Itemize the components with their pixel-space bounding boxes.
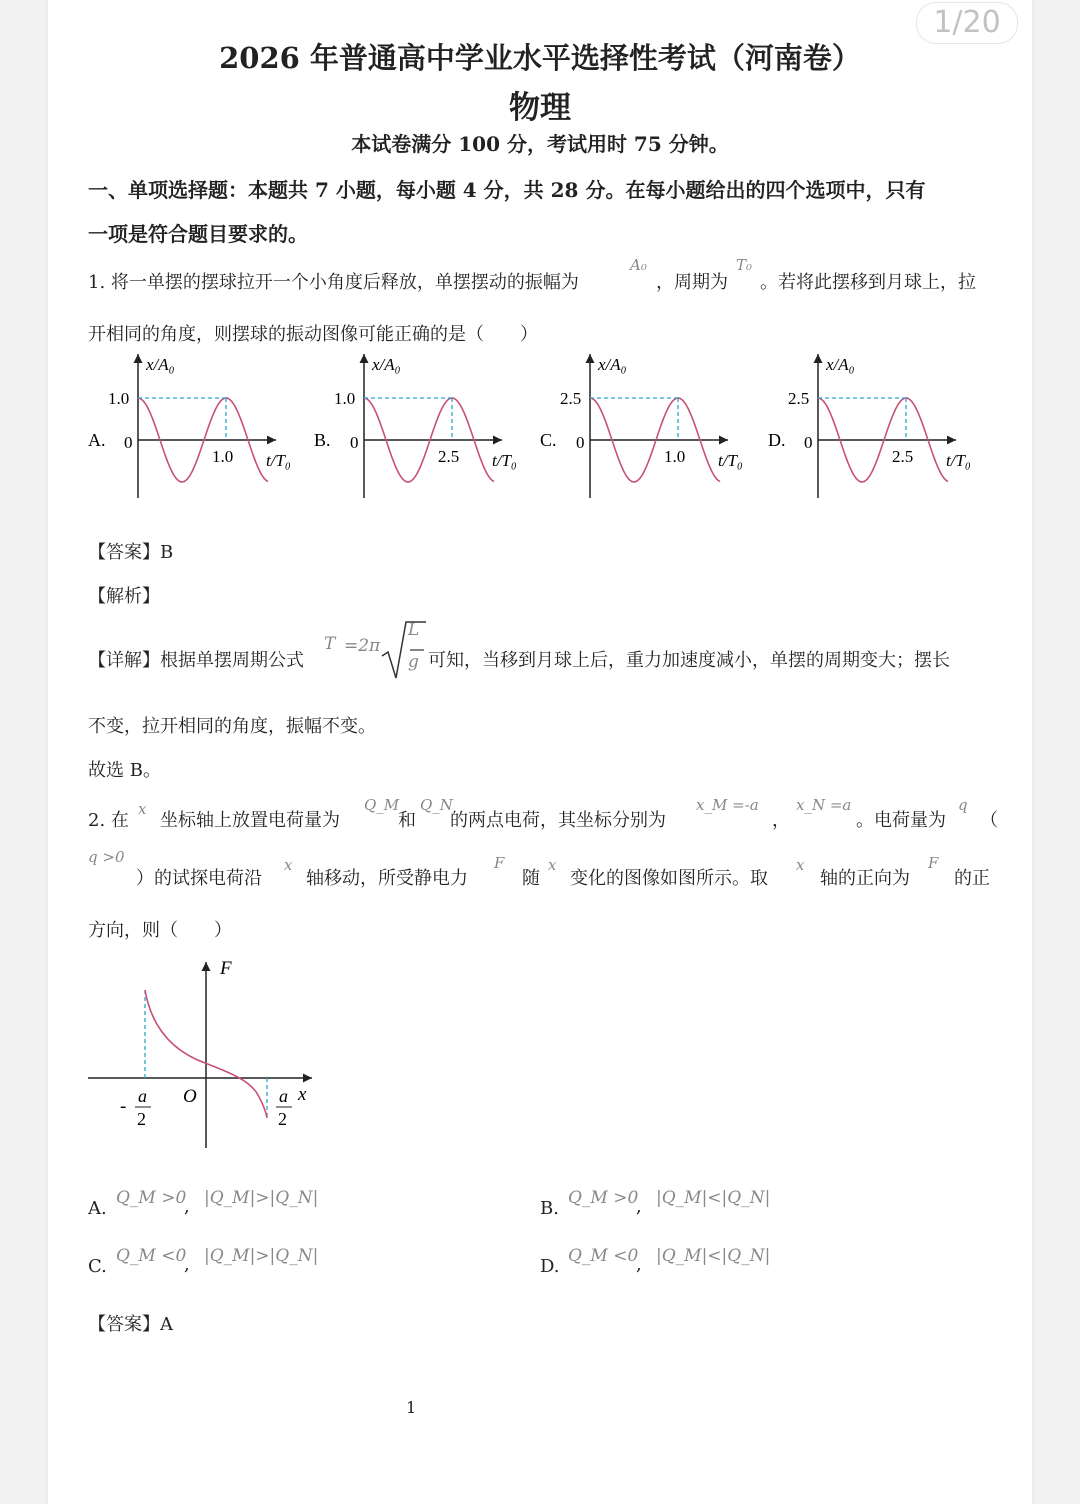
- page-counter: 1/20: [916, 2, 1018, 44]
- q1-symbol-A0: A₀: [630, 256, 647, 274]
- q1-detail-b: 可知，当移到月球上后，重力加速度减小，单摆的周期变大；摆长: [428, 650, 950, 671]
- q2-sym-xM: x_M =-a: [696, 796, 759, 814]
- formula-eq: =2π: [344, 636, 381, 656]
- q2-sym-QM: Q_M: [364, 796, 400, 814]
- t-axis-label: t/T₀: [492, 451, 517, 470]
- option-label: D.: [768, 430, 786, 450]
- q2-force-graph: [80, 950, 330, 1155]
- q2-stem-p2: 坐标轴上放置电荷量为: [160, 810, 340, 831]
- q2-option-separator: ,: [184, 1254, 190, 1275]
- q1-stem-c: 。若将此摆移到月球上，拉: [760, 272, 976, 293]
- q1-stem-line2: 开相同的角度，则摆球的振动图像可能正确的是（ ）: [88, 324, 538, 345]
- q2-sym-q: q: [958, 796, 968, 814]
- left-den: 2: [137, 1109, 146, 1129]
- q2-stem-l2b: 轴移动，所受静电力: [306, 868, 468, 889]
- q2-stem-p5: ，: [772, 810, 790, 831]
- formula-T: T: [324, 634, 336, 654]
- exam-info: 本试卷满分 100 分，考试用时 75 分钟。: [351, 132, 729, 156]
- q1-detail-line2: 不变，拉开相同的角度，振幅不变。: [88, 716, 376, 737]
- t-axis-label: t/T₀: [946, 451, 971, 470]
- q2-option-d-label: D.: [540, 1256, 560, 1277]
- exam-title: 2026 年普通高中学业水平选择性考试（河南卷）: [219, 41, 861, 75]
- q2-option-condition-sign: Q_M >0: [116, 1188, 187, 1208]
- q2-option-a-label: A.: [88, 1198, 107, 1219]
- amplitude-label: 2.5: [788, 389, 810, 408]
- formula-L: L: [408, 620, 420, 640]
- F-axis-label: F: [220, 958, 232, 979]
- q2-option-separator: ,: [184, 1196, 190, 1217]
- t-axis-label: t/T₀: [718, 451, 743, 470]
- t-axis-label: t/T₀: [266, 451, 291, 470]
- q2-stem-p4: 的两点电荷，其坐标分别为: [450, 810, 666, 831]
- q2-stem-line3: 方向，则（ ）: [88, 920, 232, 941]
- q1-graph-c: [540, 354, 743, 498]
- q2-sym-x: x: [138, 800, 147, 818]
- page-number: 1: [406, 1398, 417, 1417]
- period-label: 2.5: [438, 447, 460, 466]
- q2-sym-x3: x: [548, 856, 557, 874]
- q2-option-c-label: C.: [88, 1256, 107, 1277]
- period-label: 2.5: [892, 447, 914, 466]
- x-axis-label: x: [298, 1084, 307, 1105]
- section-heading-cont: 一项是符合题目要求的。: [88, 222, 308, 246]
- q1-analysis: 【解析】: [88, 586, 160, 607]
- q2-option-condition-magnitude: |Q_M|>|Q_N|: [204, 1246, 319, 1266]
- q2-sym-F: F: [494, 854, 505, 872]
- q2-option-condition-sign: Q_M <0: [568, 1246, 639, 1266]
- q2-sym-x4: x: [796, 856, 805, 874]
- q2-stem-l2d: 变化的图像如图所示。取: [570, 868, 768, 889]
- q2-sym-xN: x_N =a: [796, 796, 852, 814]
- y-axis-label: x/A₀: [146, 355, 175, 374]
- amplitude-label: 1.0: [334, 389, 356, 408]
- formula-g: g: [408, 652, 419, 672]
- q1-conclusion: 故选 B。: [88, 760, 161, 781]
- q2-option-separator: ,: [636, 1196, 642, 1217]
- q2-stem-l2c: 随: [522, 868, 540, 889]
- q2-sym-qgt0: q >0: [88, 848, 125, 866]
- q1-graph-d: [768, 354, 971, 498]
- q1-stem-b: ，周期为: [656, 272, 728, 293]
- y-axis-label: x/A₀: [826, 355, 855, 374]
- q1-symbol-T0: T₀: [736, 256, 753, 274]
- q2-option-condition-sign: Q_M >0: [568, 1188, 639, 1208]
- origin-label: 0: [124, 433, 133, 452]
- q2-stem-p7: （: [980, 810, 998, 831]
- origin-label: 0: [576, 433, 585, 452]
- q1-graph-a: [88, 354, 291, 498]
- q2-stem-p6: 。电荷量为: [856, 810, 946, 831]
- section-heading: 一、单项选择题：本题共 7 小题，每小题 4 分，共 28 分。在每小题给出的四个选项中，只有: [88, 178, 926, 202]
- left-sign: -: [120, 1096, 127, 1117]
- q2-option-condition-magnitude: |Q_M|<|Q_N|: [656, 1188, 771, 1208]
- option-label: A.: [88, 430, 106, 450]
- sqrt-sign: [380, 618, 430, 682]
- amplitude-label: 1.0: [108, 389, 130, 408]
- left-num: a: [138, 1086, 147, 1106]
- q2-option-condition-sign: Q_M <0: [116, 1246, 187, 1266]
- q2-option-b-label: B.: [540, 1198, 559, 1219]
- q2-stem-l2e: 轴的正向为: [820, 868, 910, 889]
- q2-stem-l2a: ）的试探电荷沿: [136, 868, 262, 889]
- q2-stem-p1: 2. 在: [88, 810, 129, 831]
- amplitude-label: 2.5: [560, 389, 582, 408]
- origin-label: O: [183, 1086, 197, 1107]
- q1-answer: 【答案】B: [88, 542, 174, 563]
- q1-graph-b: [314, 354, 517, 498]
- origin-label: 0: [804, 433, 813, 452]
- q2-stem-l2f: 的正: [954, 868, 990, 889]
- q2-stem-p3: 和: [398, 810, 416, 831]
- q1-stem-a: 1. 将一单摆的摆球拉开一个小角度后释放，单摆摆动的振幅为: [88, 272, 579, 293]
- y-axis-label: x/A₀: [372, 355, 401, 374]
- q2-answer: 【答案】A: [88, 1314, 173, 1335]
- q1-detail-a: 【详解】根据单摆周期公式: [88, 650, 304, 671]
- q1-graphs: [0, 340, 1080, 520]
- option-label: B.: [314, 430, 331, 450]
- q2-option-condition-magnitude: |Q_M|>|Q_N|: [204, 1188, 319, 1208]
- period-label: 1.0: [212, 447, 234, 466]
- option-label: C.: [540, 430, 557, 450]
- q2-sym-x2: x: [284, 856, 293, 874]
- period-label: 1.0: [664, 447, 686, 466]
- q2-option-separator: ,: [636, 1254, 642, 1275]
- q2-option-condition-magnitude: |Q_M|<|Q_N|: [656, 1246, 771, 1266]
- q2-sym-QN: Q_N: [420, 796, 453, 814]
- subject-title: 物理: [509, 90, 571, 126]
- y-axis-label: x/A₀: [598, 355, 627, 374]
- right-num: a: [279, 1086, 288, 1106]
- origin-label: 0: [350, 433, 359, 452]
- right-den: 2: [278, 1109, 287, 1129]
- q2-sym-F2: F: [928, 854, 939, 872]
